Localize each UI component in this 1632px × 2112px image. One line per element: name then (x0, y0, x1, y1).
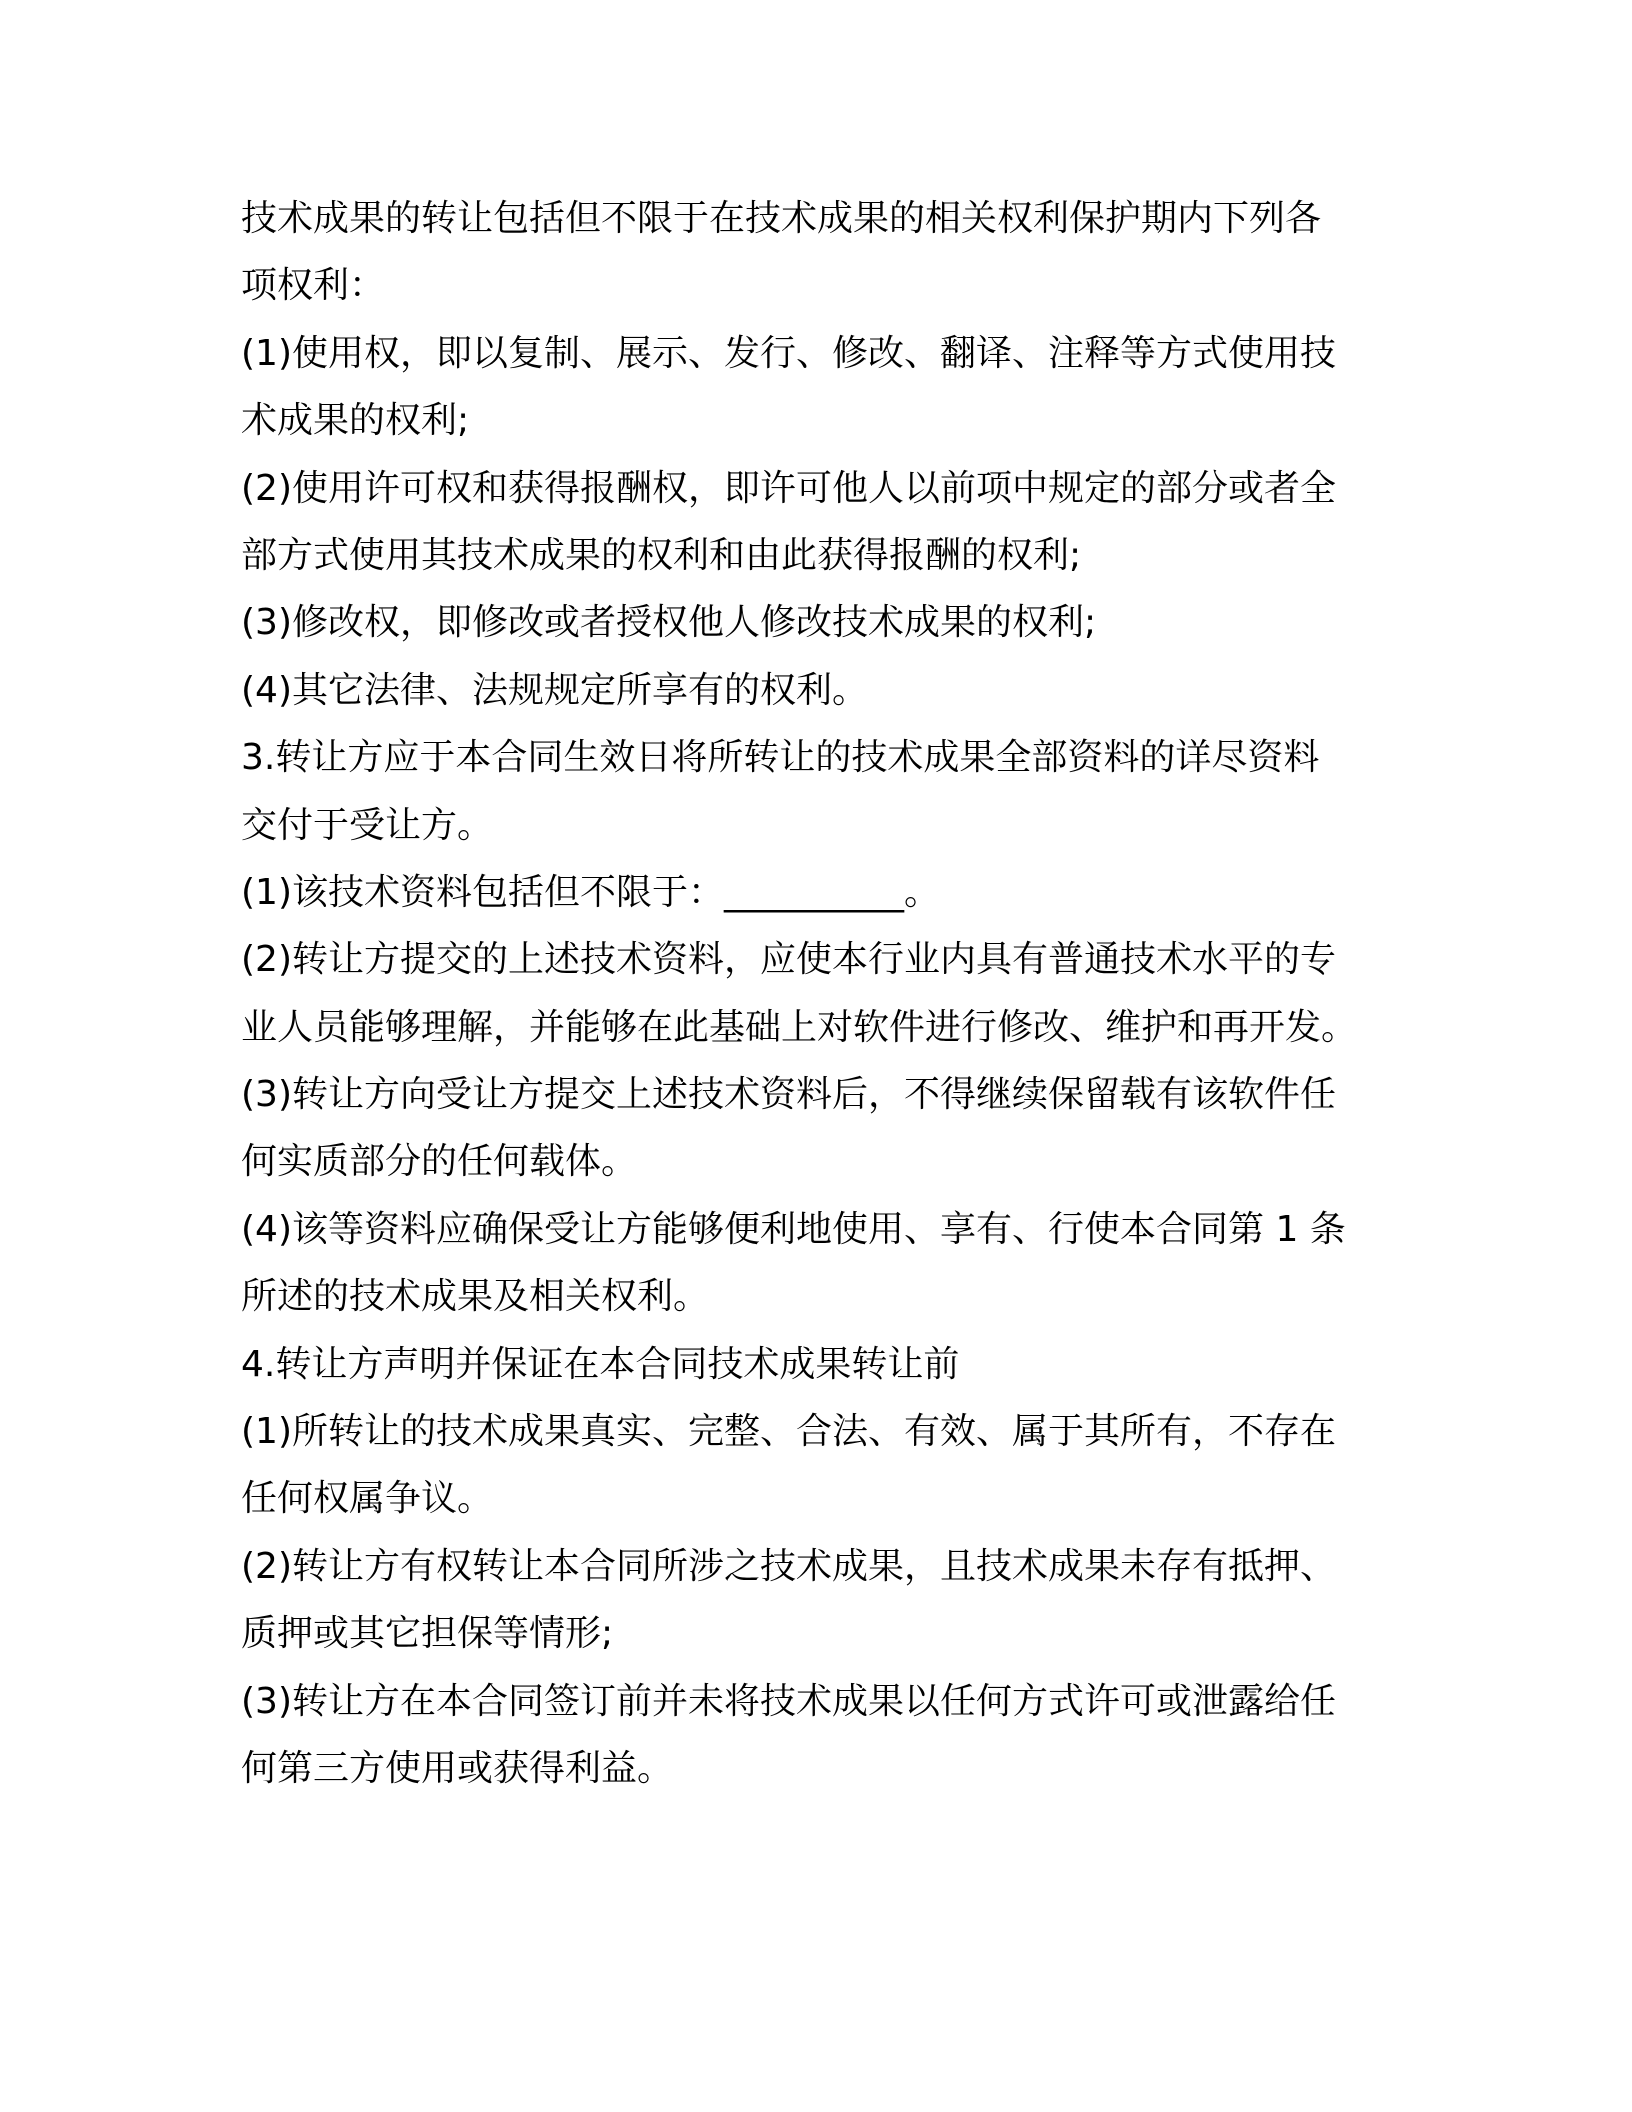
text-line: 何第三方使用或获得利益。 (241, 1747, 674, 1789)
document-body (241, 185, 1401, 1802)
text-line: (4)其它法律、法规规定所享有的权利。 (241, 669, 868, 711)
text-line: (3)转让方在本合同签订前并未将技术成果以任何方式许可或泄露给任 (241, 1680, 1336, 1722)
text-line: (3)修改权，即修改或者授权他人修改技术成果的权利; (241, 602, 1097, 644)
text-line: 何实质部分的任何载体。 (241, 1141, 638, 1183)
text-line: (1)使用权，即以复制、展示、发行、修改、翻译、注释等方式使用技 (241, 332, 1336, 374)
text-line: (2)使用许可权和获得报酬权，即许可他人以前项中规定的部分或者全 (241, 467, 1336, 509)
text-line: (1)所转让的技术成果真实、完整、合法、有效、属于其所有，不存在 (241, 1411, 1336, 1453)
text-line: 3.转让方应于本合同生效日将所转让的技术成果全部资料的详尽资料 (241, 737, 1320, 779)
text-line: (2)转让方提交的上述技术资料，应使本行业内具有普通技术水平的专 (241, 939, 1336, 981)
text-line: (2)转让方有权转让本合同所涉之技术成果，且技术成果未存有抵押、 (241, 1545, 1336, 1587)
text-line: (4)该等资料应确保受让方能够便利地使用、享有、行使本合同第 1 条 (241, 1208, 1346, 1250)
text-line: 质押或其它担保等情形; (241, 1613, 614, 1655)
text-line: (1)该技术资料包括但不限于：__________。 (241, 871, 940, 913)
text-line: 术成果的权利; (241, 400, 470, 442)
text-line: 部方式使用其技术成果的权利和由此获得报酬的权利; (241, 534, 1082, 576)
text-line: 技术成果的转让包括但不限于在技术成果的相关权利保护期内下列各 (241, 198, 1322, 239)
text-line: 业人员能够理解，并能够在此基础上对软件进行修改、维护和再开发。 (241, 1006, 1358, 1048)
text-line: 所述的技术成果及相关权利。 (241, 1276, 710, 1318)
text-line: 4.转让方声明并保证在本合同技术成果转让前 (241, 1343, 960, 1385)
text-line: 任何权属争议。 (241, 1478, 494, 1520)
text-line: (3)转让方向受让方提交上述技术资料后，不得继续保留载有该软件任 (241, 1074, 1336, 1116)
text-line: 交付于受让方。 (241, 804, 494, 846)
text-line: 项权利： (241, 265, 386, 307)
